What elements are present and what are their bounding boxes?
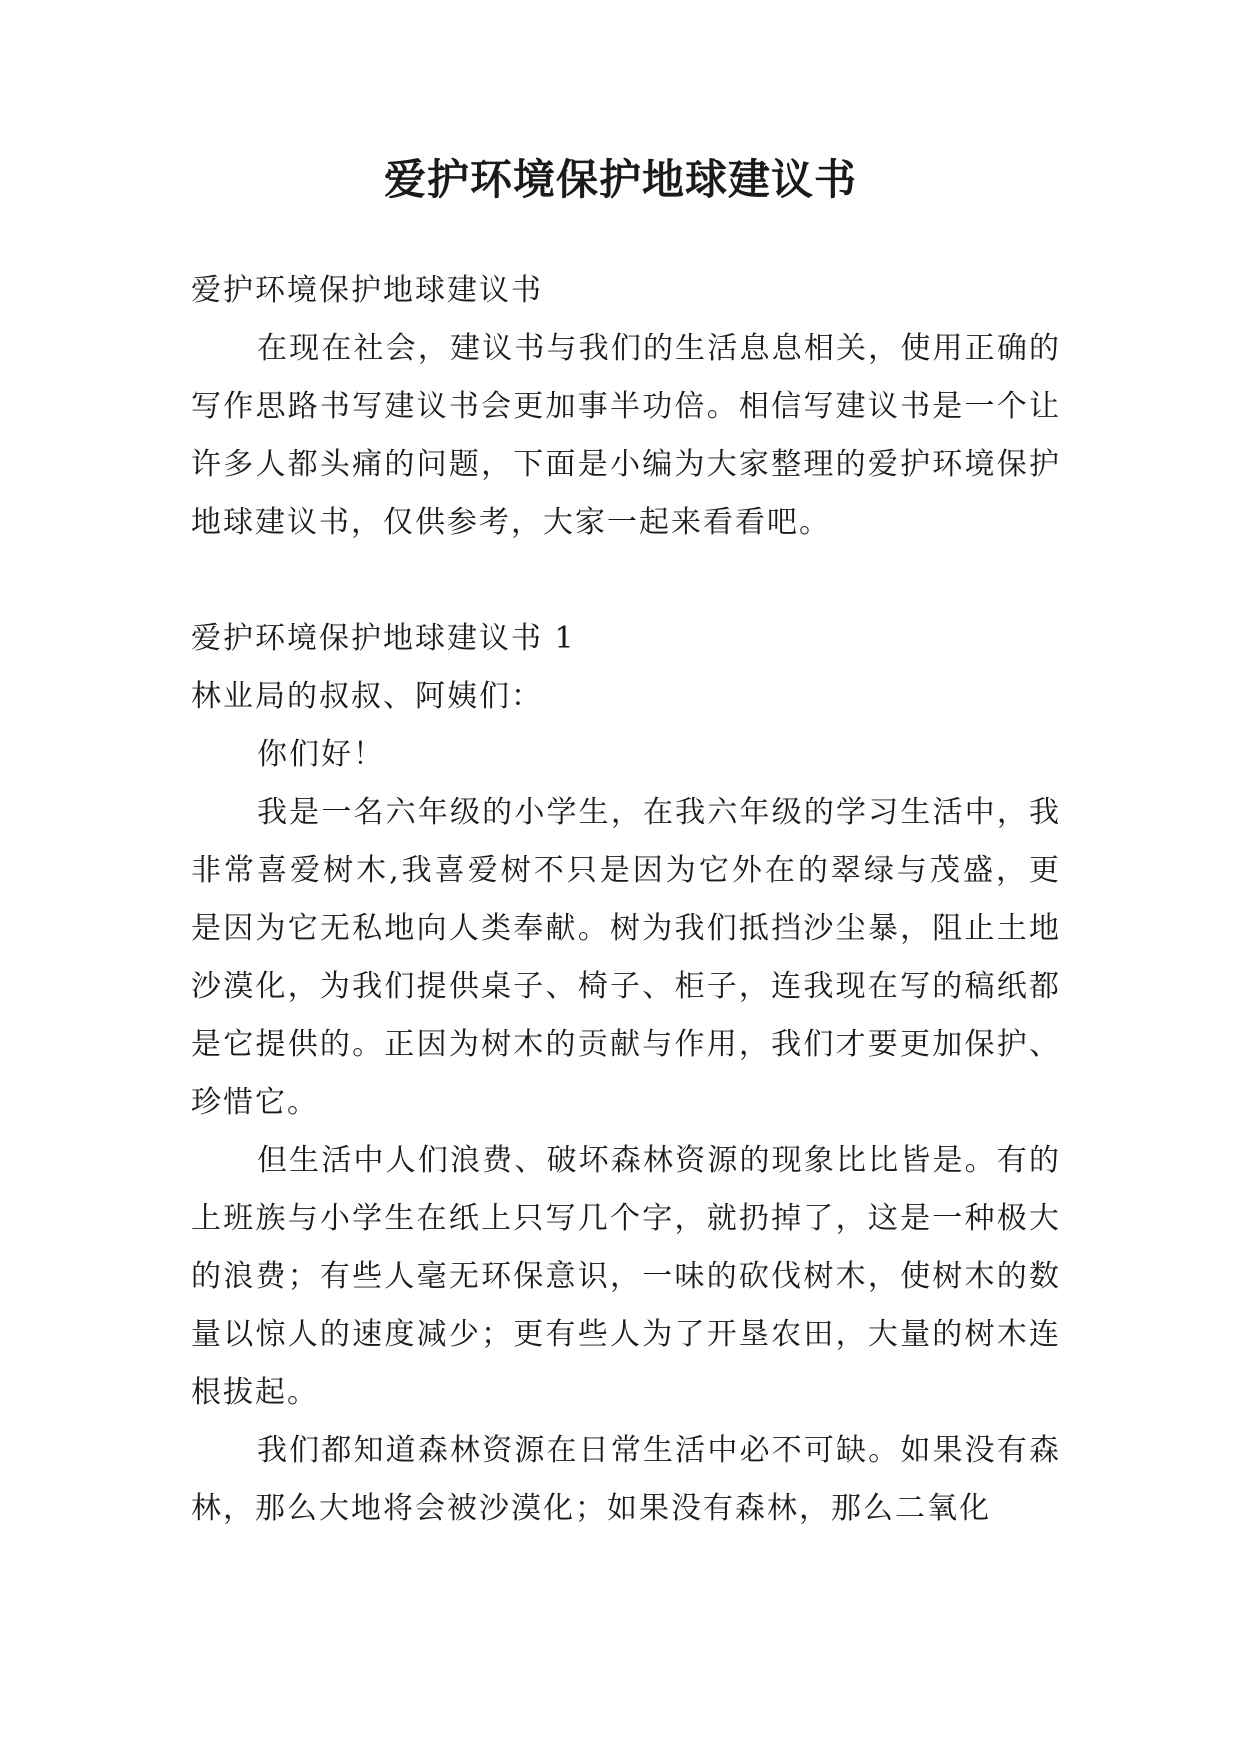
- greeting: 你们好！: [257, 737, 385, 772]
- document-body: [191, 262, 1061, 1538]
- body-paragraph-3: 我们都知道森林资源在日常生活中必不可缺。如果没有森林，那么大地将会被沙漠化；如果没有森林，那么二氧化: [191, 1433, 1061, 1526]
- salutation: 林业局的叔叔、阿姨们：: [191, 679, 543, 714]
- document-title: 爱护环境保护地球建议书: [383, 155, 857, 204]
- section-spacer: [191, 552, 1061, 610]
- document-subtitle: 爱护环境保护地球建议书: [191, 273, 543, 308]
- body-paragraph-2: 但生活中人们浪费、破坏森林资源的现象比比皆是。有的上班族与小学生在纸上只写几个字，就扔掉了，这是一种极大的浪费；有些人毫无环保意识，一味的砍伐树木，使树木的数量以惊人的速度减少；更有些人为了开垦农田，大量的树木连根拔起。: [191, 1143, 1061, 1410]
- section-heading: 爱护环境保护地球建议书 1: [191, 621, 576, 656]
- intro-paragraph: 在现在社会，建议书与我们的生活息息相关，使用正确的写作思路书写建议书会更加事半功倍。相信写建议书是一个让许多人都头痛的问题，下面是小编为大家整理的爱护环境保护地球建议书，仅供参考，大家一起来看看吧。: [191, 331, 1061, 540]
- body-paragraph-1: 我是一名六年级的小学生，在我六年级的学习生活中，我非常喜爱树木,我喜爱树不只是因为它外在的翠绿与茂盛，更是因为它无私地向人类奉献。树为我们抵挡沙尘暴，阻止土地沙漠化，为我们提供桌子、椅子、柜子，连我现在写的稿纸都是它提供的。正因为树木的贡献与作用，我们才要更加保护、珍惜它。: [191, 795, 1061, 1120]
